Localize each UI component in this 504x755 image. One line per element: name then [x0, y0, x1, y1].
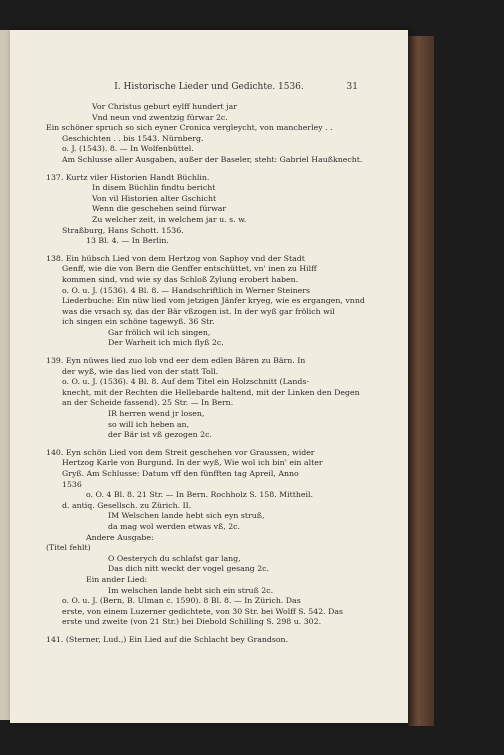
text-line: Von vil Historien alter Gschicht: [92, 193, 217, 203]
text-line: da mag wol werden etwas vß, 2c.: [108, 521, 241, 531]
text-line: Ein ander Lied:: [86, 574, 148, 584]
text-line: d. antiq. Gesellsch. zu Zürich. II.: [62, 500, 192, 510]
text-line: o. O. u. J. (1536). 4 Bl. 8. Auf dem Titel ein Holzschnitt (Lands-: [62, 377, 310, 387]
text-line: erste, von einem Luzerner gedichtete, von 30 Str. bei Wolff S. 542. Das: [62, 606, 344, 616]
text-line: 137. Kurtz viler Historien Handt Büchlin.: [46, 172, 210, 182]
text-line: der Bär ist vß gezogen 2c.: [108, 430, 212, 440]
page-body: [46, 102, 382, 646]
paragraph-gap: [46, 628, 382, 635]
text-line: 13 Bl. 4. — In Berlin.: [86, 236, 169, 246]
text-line: IM Welschen lande hebt sich eyn struß,: [108, 511, 265, 521]
text-line: 138. Ein hübsch Lied von dem Hertzog von Saphoy vnd der Stadt: [46, 253, 305, 263]
text-line: was die vrsach sy, das der Bär vßzogen ist. In der wyß gar frölich wil: [62, 306, 335, 316]
book-page: [10, 30, 408, 723]
text-line: Vor Christus geburt eylff hundert jar: [92, 102, 237, 111]
text-line: an der Scheide fassend). 25 Str. — In Bern.: [62, 398, 234, 408]
text-line: o. O. u. J. (Bern, B. Ulman c. 1590). 8 Bl. 8. — In Zürich. Das: [62, 596, 301, 606]
paragraph-gap: [46, 349, 382, 356]
text-line: Hertzog Karle von Burgund. In der wyß, Wie wol ich bin' ein alter: [62, 458, 323, 468]
text-line: O Oesterych du schlafst gar lang,: [108, 553, 241, 563]
paragraph-gap: [46, 441, 382, 448]
text-line: Der Warheit ich mich flyß 2c.: [108, 338, 224, 348]
text-line: Gryß. Am Schlusse: Datum vff den fünfften tag Apreil, Anno: [62, 469, 299, 478]
facing-page-edge: [0, 30, 10, 720]
text-line: Straßburg, Hans Schott. 1536.: [62, 225, 184, 235]
text-line: knecht, mit der Rechten die Hellebarde haltend, mit der Linken den Degen: [62, 387, 360, 397]
running-title: I. Historische Lieder und Gedichte. 1536.: [114, 82, 304, 92]
text-line: Wenn die geschehen seind fürwar: [92, 204, 227, 214]
paragraph-gap: [46, 166, 382, 173]
text-line: ich singen ein schöne tagewyß. 36 Str.: [62, 317, 215, 327]
text-line: Im welschen lande hebt sich ein struß 2c.: [108, 585, 274, 595]
text-line: Vnd neun vnd zwentzig fürwar 2c.: [92, 112, 228, 122]
text-line: Liederbuche: Ein nüw lied vom jetzigen Jänfer kryeg, wie es ergangen, vnnd: [62, 296, 365, 306]
text-line: 139. Eyn nüwes lied zuo lob vnd eer dem edlen Bären zu Bärn. In: [46, 356, 306, 366]
text-line: Andere Ausgabe:: [86, 532, 154, 542]
text-line: erste und zweite (von 21 Str.) bei Diebold Schilling S. 298 u. 302.: [62, 617, 322, 627]
text-line: Am Schlusse aller Ausgaben, außer der Baseler, steht: Gabriel Haußknecht.: [62, 154, 363, 164]
text-line: Geschichten . . bis 1543. Nürnberg.: [62, 133, 204, 143]
text-line: 1536: [62, 479, 82, 489]
text-line: Ein schöner spruch so sich eyner Cronica vergleycht, von mancherley . .: [46, 123, 333, 133]
text-line: kommen sind, vnd wie sy das Schloß Zylung erobert haben.: [62, 274, 299, 284]
text-line: In disem Büchlin findtu bericht: [92, 183, 216, 193]
text-line: IR herren wend jr losen,: [108, 409, 205, 419]
text-line: o. O. u. J. (1536). 4 Bl. 8. — Handschriftlich in Werner Steiners: [62, 285, 310, 295]
running-header: [10, 82, 408, 96]
text-line: Gar frölich wil ich singen,: [108, 327, 211, 337]
text-line: o. J. (1543). 8. — In Wolfenbüttel.: [62, 144, 194, 154]
text-line: (Titel fehlt): [46, 543, 91, 553]
text-line: Genff, wie die von Bern die Genffer entschüttet, vn' inen zu Hilff: [62, 264, 317, 274]
text-line: der wyß, wie das lied von der statt Toll.: [62, 366, 219, 376]
text-line: Zu welcher zeit, in welchem jar u. s. w.: [92, 214, 247, 224]
text-line: 141. (Sterner, Lud.,) Ein Lied auf die Schlacht bey Grandson.: [46, 634, 289, 644]
book-page-edges: [408, 36, 434, 726]
text-line: 140. Eyn schön Lied von dem Streit geschehen vor Graussen, wider: [46, 447, 315, 457]
text-line: so will ich heben an,: [108, 419, 190, 429]
paragraph-gap: [46, 247, 382, 254]
page-number: 31: [346, 82, 358, 92]
text-line: o. O. 4 Bl. 8. 21 Str. — In Bern. Rochholz S. 158. Mittheil.: [86, 490, 313, 500]
text-line: Das dich nitt weckt der vogel gesang 2c.: [108, 564, 270, 574]
